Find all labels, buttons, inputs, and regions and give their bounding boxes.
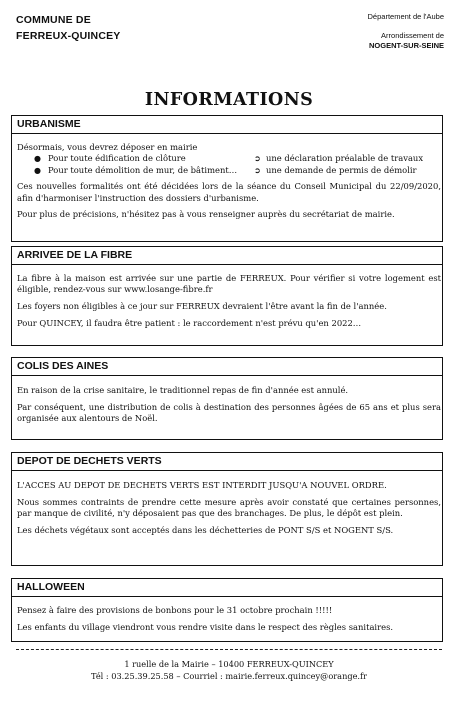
section-urbanisme	[11, 115, 443, 242]
halloween-paragraph: Pensez à faire des provisions de bonbons pour le 31 octobre prochain !!!!!	[17, 605, 333, 615]
bullet-right-text: une déclaration préalable de travaux	[266, 153, 424, 164]
urbanisme-paragraph: Ces nouvelles formalités ont été décidées lors de la séance du Conseil Municipal du 22/09/2020, afin d'harmoniser l'instruction des dossiers d'urbanisme.	[17, 181, 441, 203]
section-halloween	[11, 578, 443, 642]
footer-address: 1 ruelle de la Mairie – 10400 FERREUX-QUINCEY	[124, 659, 334, 669]
bullet-right-text: une demande de permis de démolir	[266, 164, 417, 175]
bullet-left-text: Pour toute édification de clôture	[48, 153, 186, 164]
fibre-paragraph: Pour QUINCEY, il faudra être patient : le raccordement n'est prévu qu'en 2022…	[17, 317, 362, 328]
section-body	[17, 480, 441, 536]
arrow-right-icon: ➲	[254, 165, 261, 175]
colis-paragraph: En raison de la crise sanitaire, le traditionnel repas de fin d'année est annulé.	[17, 385, 349, 395]
section-body	[17, 273, 441, 329]
bullet-dot-icon: ●	[34, 154, 41, 164]
urbanisme-bullet	[17, 165, 441, 176]
arrow-right-icon: ➲	[254, 154, 261, 164]
page-title: INFORMATIONS	[144, 90, 314, 110]
section-colis	[11, 357, 443, 440]
footer	[0, 659, 458, 682]
dechets-paragraph: Les déchets végétaux sont acceptés dans les déchetteries de PONT S/S et NOGENT S/S.	[17, 524, 394, 535]
colis-paragraph: Par conséquent, une distribution de colis à destination des personnes âgées de 65 ans et plus sera organisée aux alentours de Noël.	[17, 401, 441, 424]
section-heading: DEPOT DE DECHETS VERTS	[12, 453, 442, 471]
urbanisme-intro: Désormais, vous devrez déposer en mairie	[17, 142, 198, 152]
arrondissement-label: Arrondissement de	[381, 31, 444, 40]
department-header	[368, 12, 444, 51]
halloween-paragraph: Les enfants du village viendront vous rendre visite dans le respect des règles sanitaires.	[17, 621, 394, 632]
fibre-paragraph: Les foyers non éligibles à ce jour sur FERREUX devraient l'être avant la fin de l'année.	[17, 301, 387, 312]
footer-divider	[16, 649, 442, 650]
urbanisme-bullet	[17, 153, 441, 164]
section-body	[17, 142, 441, 221]
arrondissement-name: NOGENT-SUR-SEINE	[368, 41, 444, 50]
commune-header	[16, 12, 121, 44]
urbanisme-paragraph: Pour plus de précisions, n'hésitez pas à vous renseigner auprès du secrétariat de mairie.	[17, 209, 395, 220]
commune-line-1: COMMUNE DE	[16, 14, 91, 26]
commune-line-2: FERREUX-QUINCEY	[16, 30, 121, 42]
bullet-left-text: Pour toute démolition de mur, de bâtiment…	[48, 164, 238, 175]
dechets-paragraph: Nous sommes contraints de prendre cette mesure après avoir constaté que certaines personnes, par manque de civilité, n'y déposaient pas que des branchages. De plus, le dépôt est plein.	[17, 496, 441, 519]
footer-contact: Tél : 03.25.39.25.58 – Courriel : mairie.ferreux.quincey@orange.fr	[91, 670, 367, 681]
section-fibre	[11, 246, 443, 346]
section-heading: ARRIVEE DE LA FIBRE	[12, 247, 442, 265]
section-heading: URBANISME	[12, 116, 442, 134]
dechets-paragraph: L'ACCES AU DEPOT DE DECHETS VERTS EST INTERDIT JUSQU'A NOUVEL ORDRE.	[17, 480, 387, 490]
section-heading: HALLOWEEN	[12, 579, 442, 597]
section-dechets-verts	[11, 452, 443, 566]
section-body	[17, 385, 441, 424]
department-name: Département de l'Aube	[367, 12, 444, 21]
fibre-paragraph: La fibre à la maison est arrivée sur une partie de FERREUX. Pour vérifier si votre logement est éligible, rendez-vous sur www.losange-fibre.fr	[17, 273, 441, 295]
section-heading: COLIS DES AINES	[12, 358, 442, 376]
bullet-dot-icon: ●	[34, 165, 41, 175]
section-body	[17, 605, 441, 633]
